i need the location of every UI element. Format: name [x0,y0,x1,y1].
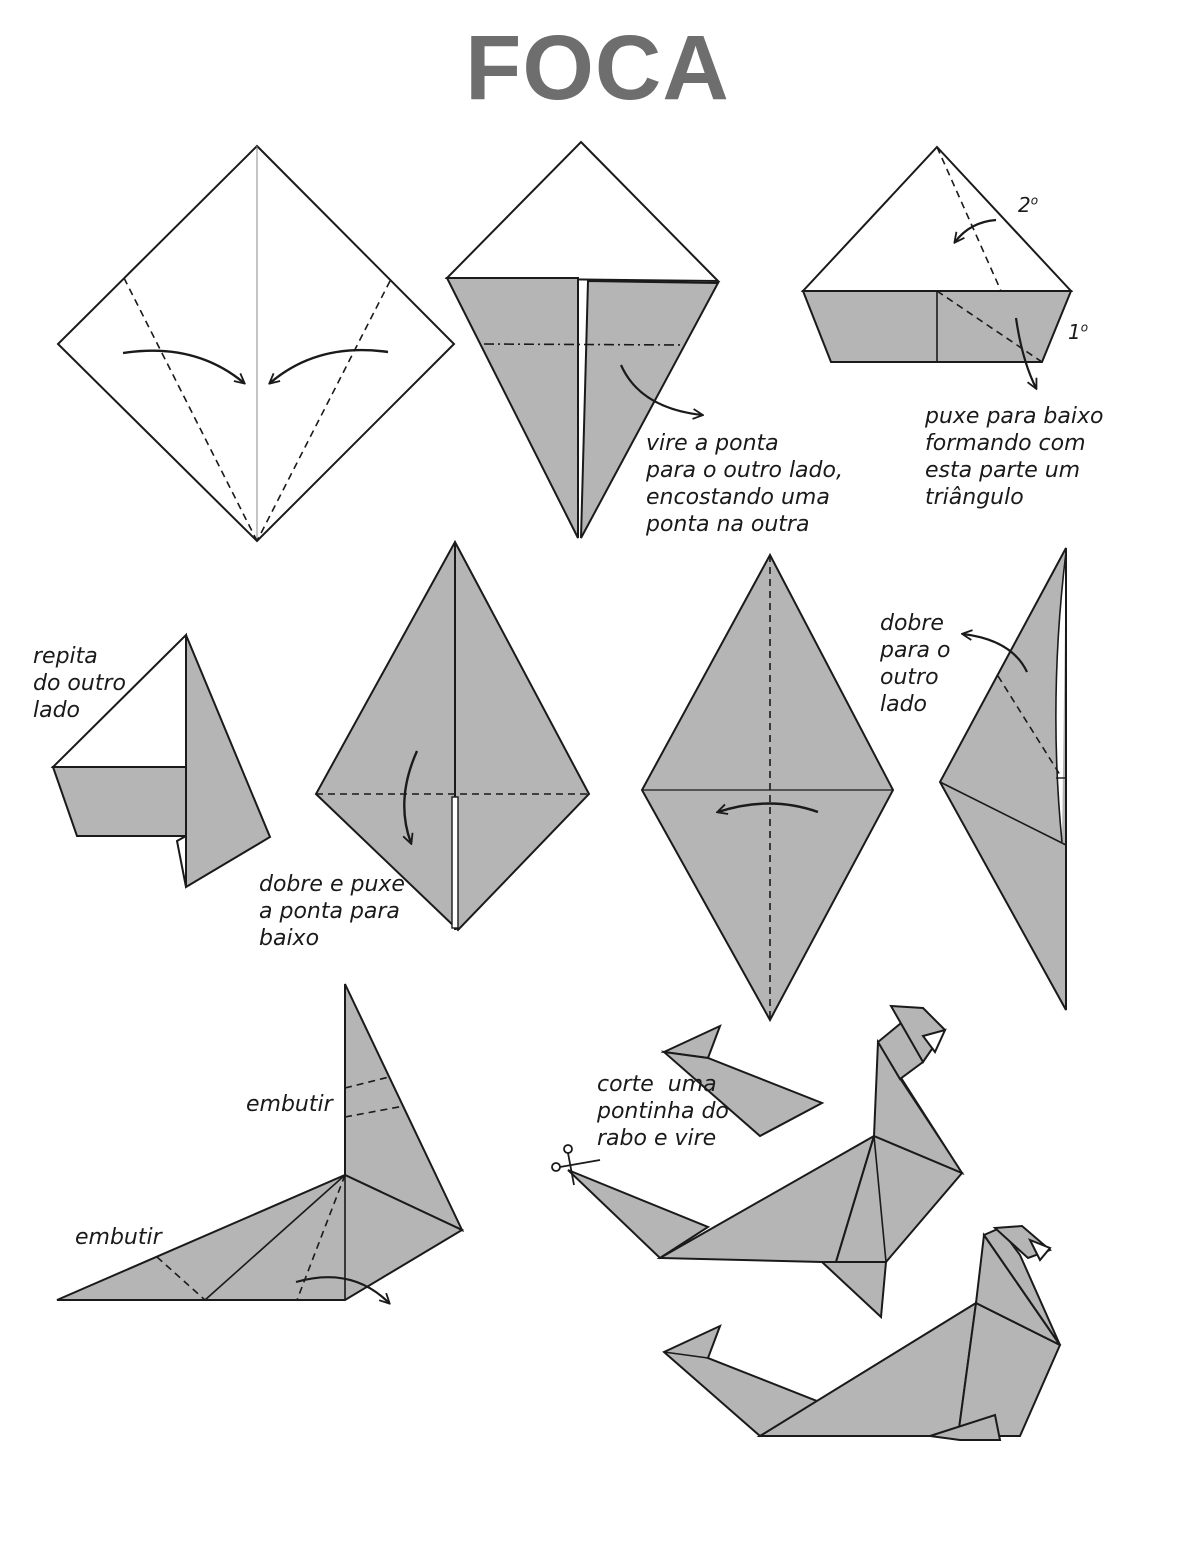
step-7-instruction: dobre para o outro lado [880,611,951,717]
first-number: 1 [1068,320,1081,344]
second-number: 2 [1018,193,1031,217]
step-5-instruction: dobre e puxe a ponta para baixo [259,872,405,951]
step-3-first-marker [1068,320,1088,344]
page-title: FOCA [465,17,730,119]
step-3-diagram [803,147,1071,388]
step-9-instruction: corte uma pontinha do rabo e vire [597,1072,729,1151]
step-7-diagram [940,548,1066,1010]
step-3-second-marker [1018,193,1038,217]
step-6-diagram [642,555,893,1020]
step-8-diagram [57,984,462,1303]
second-ordinal: o [1030,193,1039,208]
step-8-embutir-top: embutir [246,1092,333,1117]
step-2-instruction: vire a ponta para o outro lado, encostando uma ponta na outra [646,431,843,537]
step-3-instruction: puxe para baixo formando com esta parte um triângulo [925,404,1104,510]
first-ordinal: o [1080,320,1089,335]
step-1-diagram [58,146,454,541]
step-8-embutir-left: embutir [75,1225,162,1250]
step-4-instruction: repita do outro lado [33,644,126,723]
